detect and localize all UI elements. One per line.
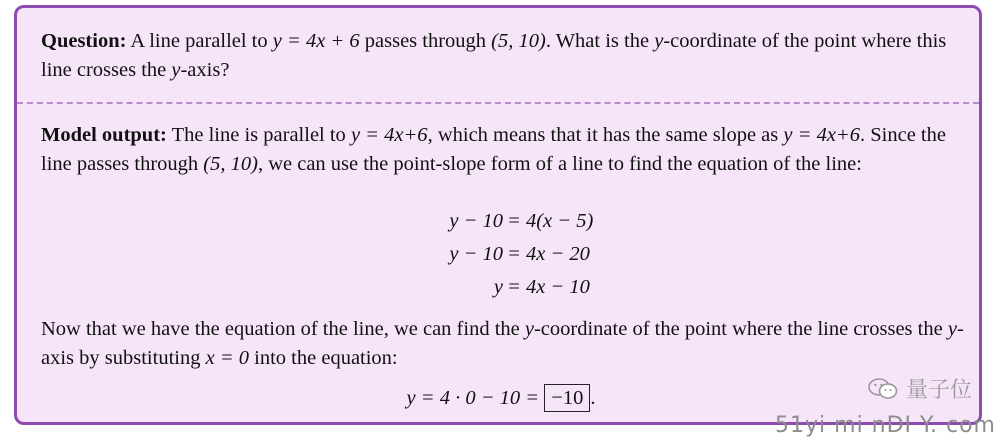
question-math: y xyxy=(171,59,181,81)
watermark-brand-text: 量子位 xyxy=(905,378,972,403)
answer-text: Now that we have the equation of the line, we can find the xyxy=(41,318,525,340)
final-answer-box: −10 xyxy=(544,384,590,412)
equation-lhs: y − 10 xyxy=(449,243,503,265)
question-text: . What is the xyxy=(545,30,655,52)
answer-math: y = 4x+6 xyxy=(783,124,861,146)
watermark-brand xyxy=(868,373,972,404)
section-divider xyxy=(17,102,979,104)
question-text: A line parallel to xyxy=(126,30,273,52)
substitution-paragraph xyxy=(41,315,966,373)
question-text: -coordinate of the point where this line crosses the xyxy=(41,30,947,81)
model-output-section xyxy=(41,121,966,179)
final-expression: y = 4 · 0 − 10 = xyxy=(406,387,545,409)
question-section xyxy=(41,27,966,85)
question-math: y xyxy=(654,30,664,52)
answer-math: y xyxy=(524,318,534,340)
answer-math: y = 4x+6 xyxy=(350,124,428,146)
final-equation xyxy=(17,384,985,412)
equation-rhs: = 4(x − 5) xyxy=(507,210,594,232)
answer-text: . Since the line passes through xyxy=(41,124,946,175)
answer-math: y xyxy=(947,318,957,340)
question-text: passes through xyxy=(359,30,492,52)
equation-rhs: = 4x − 10 xyxy=(507,276,590,298)
answer-text: -coordinate of the point where the line crosses the xyxy=(533,318,948,340)
equation-rhs: = 4x − 20 xyxy=(507,243,590,265)
answer-math: x = 0 xyxy=(205,347,250,369)
model-output-label: Model output: xyxy=(41,124,167,146)
answer-text: into the equation: xyxy=(249,347,398,369)
question-label: Question: xyxy=(41,30,127,52)
equation-lhs: y − 10 xyxy=(449,210,503,232)
qa-card xyxy=(14,5,982,425)
wechat-icon xyxy=(868,378,898,400)
answer-math: (5, 10) xyxy=(203,153,258,175)
question-math: y = 4x + 6 xyxy=(272,30,360,52)
answer-text: , we can use the point-slope form of a line to find the equation of the line: xyxy=(257,153,862,175)
question-text: -axis? xyxy=(180,59,230,81)
final-period: . xyxy=(590,387,596,409)
answer-text: The line is parallel to xyxy=(166,124,351,146)
answer-text: , which means that it has the same slope as xyxy=(427,124,784,146)
watermark-url: 51yi mi nDI Y. com xyxy=(775,413,996,438)
answer-text: -axis by substituting xyxy=(41,318,964,369)
equation-lhs: y xyxy=(493,276,503,298)
question-math: (5, 10) xyxy=(491,30,546,52)
